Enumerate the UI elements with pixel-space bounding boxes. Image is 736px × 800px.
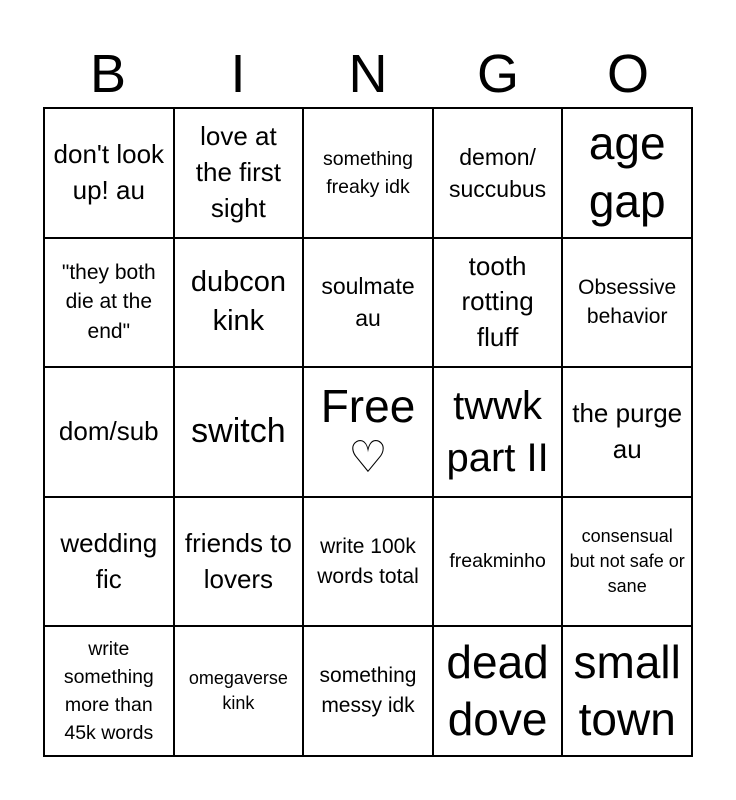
bingo-cell-r2-c3[interactable] bbox=[434, 368, 564, 498]
bingo-cell-r0-c4[interactable] bbox=[563, 109, 693, 239]
cell-label: dubcon kink bbox=[190, 266, 286, 338]
cell-label: wedding fic bbox=[60, 527, 158, 594]
cell-label: dom/sub bbox=[58, 416, 159, 447]
bingo-cell-r1-c4[interactable] bbox=[563, 239, 693, 369]
bingo-cell-r1-c0[interactable] bbox=[45, 239, 175, 369]
bingo-cell-r4-c2[interactable] bbox=[304, 627, 434, 757]
header-letter-i: I bbox=[230, 44, 246, 104]
header-letter-o: O bbox=[606, 44, 649, 104]
bingo-cell-r3-c2[interactable] bbox=[304, 498, 434, 628]
cell-label: switch bbox=[191, 412, 286, 451]
cell-label: the purge au bbox=[572, 398, 683, 464]
bingo-cell-r0-c2[interactable] bbox=[304, 109, 434, 239]
cell-label: tooth rotting fluff bbox=[461, 250, 534, 353]
bingo-cell-r3-c4[interactable] bbox=[563, 498, 693, 628]
cell-label: omegaverse kink bbox=[188, 668, 288, 714]
bingo-cell-r2-c4[interactable] bbox=[563, 368, 693, 498]
bingo-cell-r4-c1[interactable] bbox=[175, 627, 305, 757]
cell-label: small town bbox=[573, 635, 681, 746]
cell-label: age gap bbox=[588, 117, 666, 227]
cell-label: consensual but not safe or sane bbox=[569, 525, 685, 597]
bingo-cell-free[interactable] bbox=[304, 368, 434, 498]
bingo-cell-r1-c1[interactable] bbox=[175, 239, 305, 369]
bingo-cell-r2-c0[interactable] bbox=[45, 368, 175, 498]
bingo-grid bbox=[43, 107, 693, 757]
bingo-cell-r0-c1[interactable] bbox=[175, 109, 305, 239]
cell-label: love at the first sight bbox=[195, 120, 282, 223]
bingo-cell-r1-c2[interactable] bbox=[304, 239, 434, 369]
bingo-header bbox=[43, 42, 693, 106]
header-letter-n: N bbox=[348, 44, 388, 104]
bingo-cell-r1-c3[interactable] bbox=[434, 239, 564, 369]
bingo-cell-r4-c3[interactable] bbox=[434, 627, 564, 757]
cell-label: twwk part II bbox=[446, 383, 549, 480]
cell-label: something messy idk bbox=[319, 664, 417, 718]
bingo-cell-r0-c0[interactable] bbox=[45, 109, 175, 239]
cell-label: dead dove bbox=[446, 635, 549, 746]
bingo-cell-r0-c3[interactable] bbox=[434, 109, 564, 239]
bingo-cell-r4-c0[interactable] bbox=[45, 627, 175, 757]
free-space-label: Free bbox=[320, 380, 416, 433]
cell-label: friends to lovers bbox=[184, 527, 292, 594]
heart-icon: ♡ bbox=[348, 432, 388, 484]
header-letter-b: B bbox=[89, 44, 127, 104]
cell-label: write something more than 45k words bbox=[63, 637, 154, 745]
bingo-cell-r3-c3[interactable] bbox=[434, 498, 564, 628]
header-letter-g: G bbox=[476, 44, 519, 104]
bingo-cell-r3-c1[interactable] bbox=[175, 498, 305, 628]
free-space bbox=[321, 380, 416, 483]
cell-label: demon/ succubus bbox=[449, 143, 547, 202]
cell-label: don't look up! au bbox=[53, 138, 165, 205]
cell-label: something freaky idk bbox=[323, 147, 413, 198]
bingo-cell-r4-c4[interactable] bbox=[563, 627, 693, 757]
cell-label: "they both die at the end" bbox=[61, 260, 156, 344]
cell-label: freakminho bbox=[449, 550, 546, 573]
cell-label: soulmate au bbox=[321, 273, 415, 332]
bingo-cell-r3-c0[interactable] bbox=[45, 498, 175, 628]
cell-label: Obsessive behavior bbox=[578, 275, 677, 329]
cell-label: write 100k words total bbox=[317, 534, 419, 588]
bingo-cell-r2-c1[interactable] bbox=[175, 368, 305, 498]
